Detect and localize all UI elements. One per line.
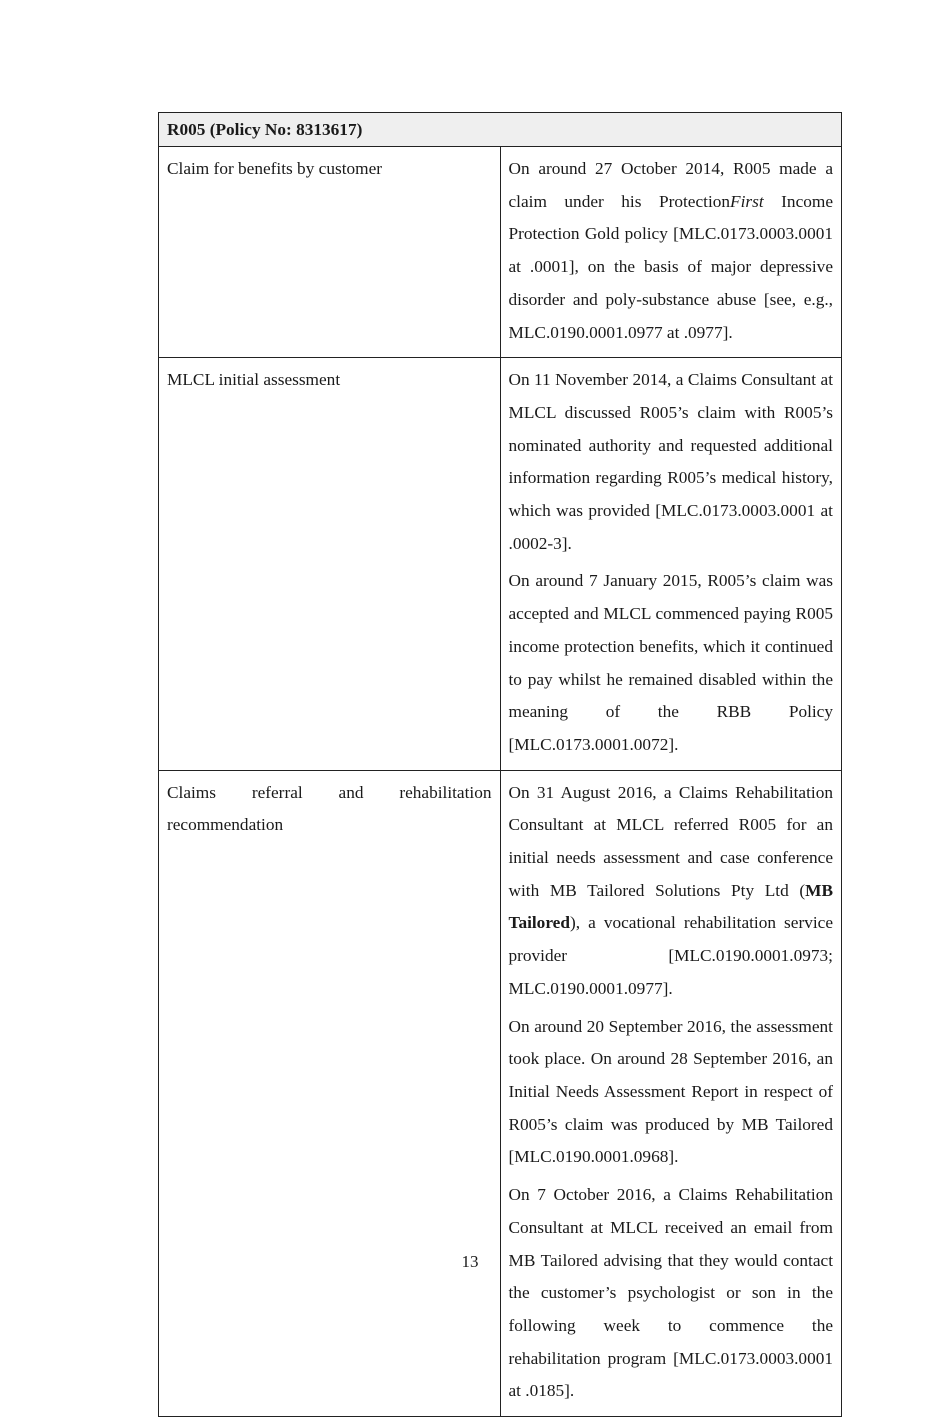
page-number: 13	[461, 1252, 479, 1271]
table-row	[159, 358, 842, 770]
row-paragraph: On around 7 January 2015, R005’s claim was accepted and MLCL commenced paying R005 income protection benefits, which it continued to pay whilst he remained disabled within the meaning of the RBB Policy [MLC.0173.0001.0072].	[508, 571, 833, 754]
row-paragraph	[509, 777, 834, 1006]
table-row	[159, 147, 842, 358]
row-content-cell	[500, 358, 842, 770]
row-paragraph: On around 20 September 2016, the assessment took place. On around 28 September 2016, an Initial Needs Assessment Report in respect of R005’s claim was produced by MB Tailored [MLC.0190.0001.0968].	[508, 1016, 833, 1167]
row-paragraph: On 11 November 2014, a Claims Consultant at MLCL discussed R005’s claim with R005’s nominated authority and requested additional information regarding R005’s medical history, which was provided [MLC.0173.0003.0001 at .0002-3].	[508, 370, 833, 553]
paragraph-italic-text: First	[730, 191, 764, 211]
policy-heading: R005 (Policy No: 8313617)	[159, 113, 842, 147]
row-content-cell	[500, 770, 842, 1416]
row-label: MLCL initial assessment	[167, 370, 341, 390]
row-label: Claim for benefits by customer	[167, 159, 383, 178]
row-content-cell	[500, 147, 842, 358]
row-label-cell	[159, 147, 501, 358]
row-paragraph: On 7 October 2016, a Claims Rehabilitation Consultant at MLCL received an email from MB Tailored advising that they would contact the customer’s psychologist or son in the following week to commence the rehabilitation program [MLC.0173.0003.0001 at .0185].	[508, 1185, 833, 1401]
table-header-row	[159, 113, 842, 147]
policy-table	[158, 112, 842, 1417]
paragraph-bold-text: MB Tailored	[508, 880, 833, 933]
row-label-cell	[159, 358, 501, 770]
row-label-cell	[159, 770, 501, 1416]
paragraph-text: On 31 August 2016, a Claims Rehabilitation Consultant at MLCL referred R005 for an initial needs assessment and case conference with MB Tailored Solutions Pty Ltd (	[508, 782, 833, 900]
row-paragraph	[509, 153, 834, 349]
paragraph-text: Income Protection Gold policy [MLC.0173.0003.0001 at .0001], on the basis of major depressive disorder and poly-substance abuse [see, e.g., MLC.0190.0001.0977 at .0977].	[508, 191, 833, 342]
table-row	[159, 770, 842, 1416]
paragraph-text: On around 27 October 2014, R005 made a claim under his Protection	[508, 159, 833, 211]
paragraph-text: ), a vocational rehabilitation service provider [MLC.0190.0001.0973; MLC.0190.0001.0977].	[508, 913, 833, 998]
row-label: Claims referral and rehabilitation recommendation	[167, 782, 492, 835]
